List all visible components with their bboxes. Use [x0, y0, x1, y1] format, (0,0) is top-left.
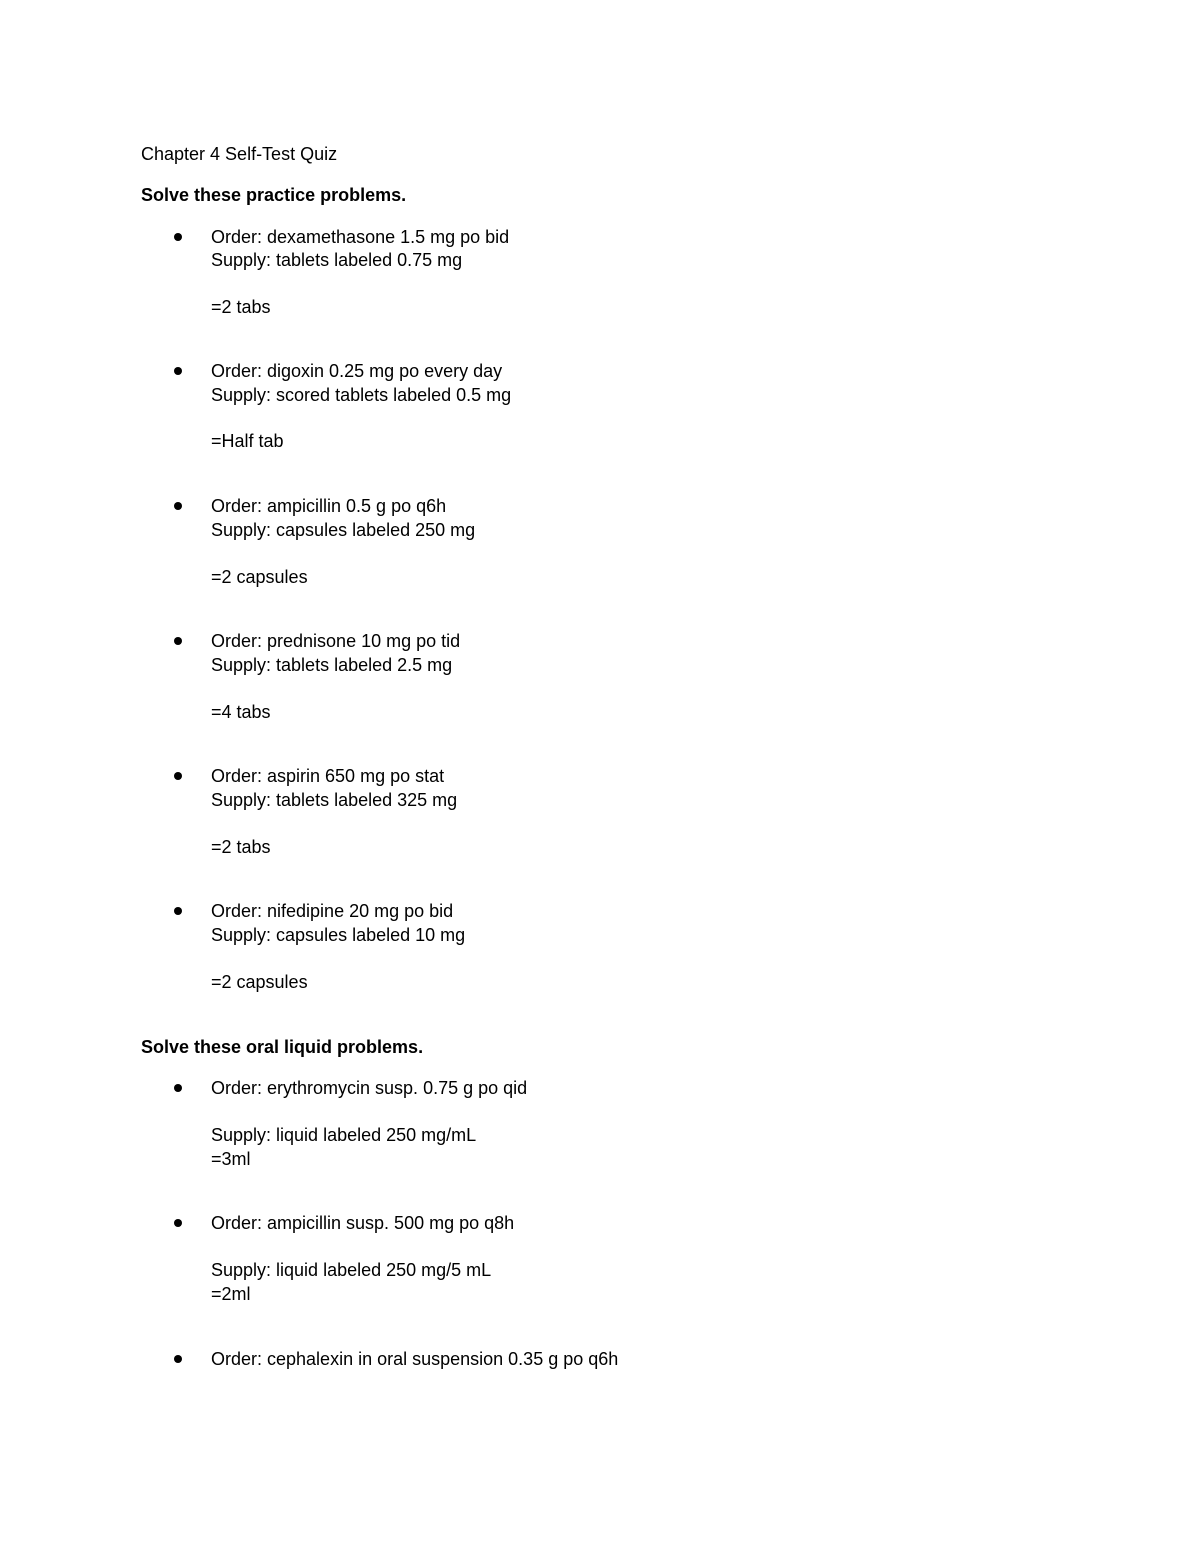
problem-answer: =2 tabs: [211, 297, 271, 317]
problem-order: Order: digoxin 0.25 mg po every day: [211, 361, 503, 381]
problem-answer: =2 capsules: [211, 972, 308, 992]
problem-order: Order: dexamethasone 1.5 mg po bid: [211, 227, 510, 247]
bullet-icon: [174, 907, 182, 915]
problem-supply: Supply: capsules labeled 250 mg: [211, 520, 476, 540]
problem-supply: Supply: liquid labeled 250 mg/mL: [211, 1125, 477, 1145]
problem-order: Order: nifedipine 20 mg po bid: [211, 901, 454, 921]
document-title: Chapter 4 Self-Test Quiz: [141, 144, 338, 164]
problem-supply: Supply: tablets labeled 0.75 mg: [211, 250, 463, 270]
problem-answer: =Half tab: [211, 431, 284, 451]
section-heading-practice: Solve these practice problems.: [141, 185, 407, 205]
problem-answer: =3ml: [211, 1149, 251, 1169]
section-heading-oral-liquid: Solve these oral liquid problems.: [141, 1037, 424, 1057]
bullet-icon: [174, 1219, 182, 1227]
bullet-icon: [174, 1084, 182, 1092]
problem-order: Order: cephalexin in oral suspension 0.35 g po q6h: [211, 1349, 619, 1369]
problem-supply: Supply: capsules labeled 10 mg: [211, 925, 466, 945]
problem-supply: Supply: tablets labeled 2.5 mg: [211, 655, 453, 675]
problem-answer: =2 capsules: [211, 567, 308, 587]
bullet-icon: [174, 772, 182, 780]
problem-supply: Supply: liquid labeled 250 mg/5 mL: [211, 1260, 492, 1280]
problem-supply: Supply: scored tablets labeled 0.5 mg: [211, 385, 512, 405]
problem-answer: =2 tabs: [211, 837, 271, 857]
bullet-icon: [174, 502, 182, 510]
problem-order: Order: erythromycin susp. 0.75 g po qid: [211, 1078, 528, 1098]
problem-answer: =4 tabs: [211, 702, 271, 722]
bullet-icon: [174, 367, 182, 375]
bullet-icon: [174, 637, 182, 645]
problem-order: Order: aspirin 650 mg po stat: [211, 766, 445, 786]
problem-supply: Supply: tablets labeled 325 mg: [211, 790, 458, 810]
problem-order: Order: prednisone 10 mg po tid: [211, 631, 461, 651]
bullet-icon: [174, 233, 182, 241]
problem-answer: =2ml: [211, 1284, 251, 1304]
problem-order: Order: ampicillin susp. 500 mg po q8h: [211, 1213, 515, 1233]
bullet-icon: [174, 1355, 182, 1363]
problem-order: Order: ampicillin 0.5 g po q6h: [211, 496, 447, 516]
